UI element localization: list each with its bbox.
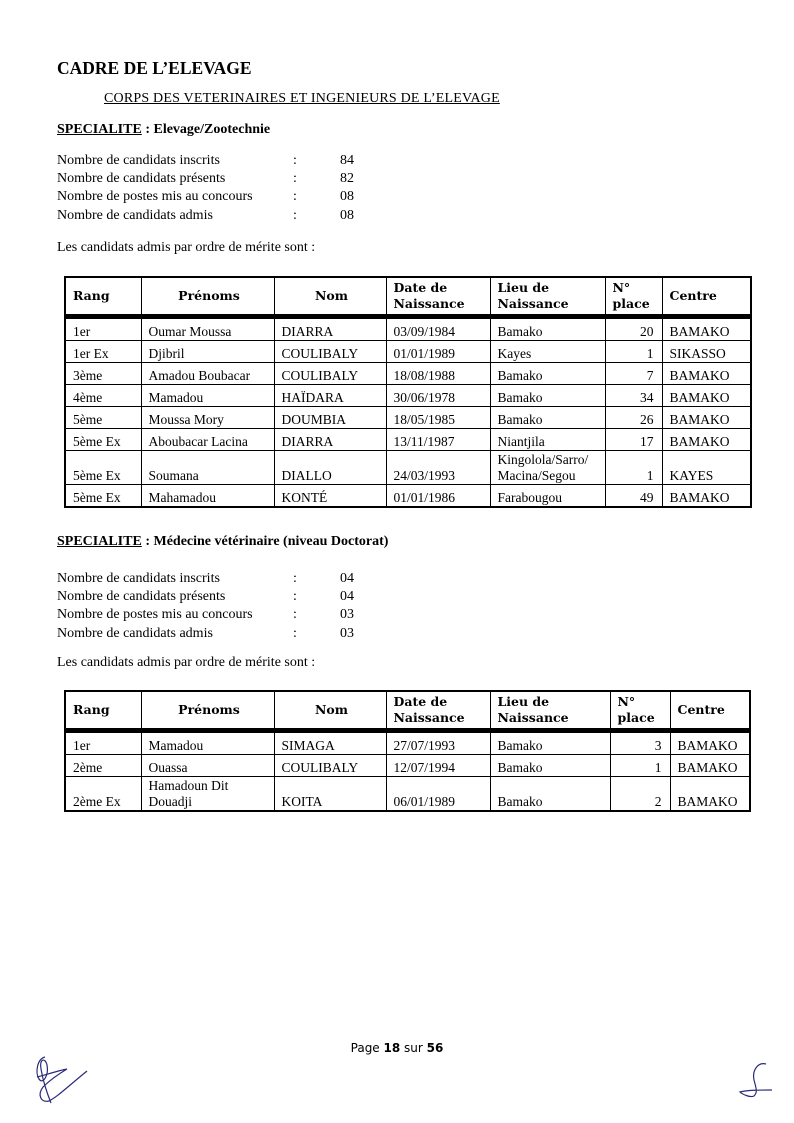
table-header-row (65, 277, 751, 317)
stat-sep: : (293, 153, 297, 168)
cell-centre: SIKASSO (662, 341, 751, 363)
cell-nom: DOUMBIA (274, 407, 386, 429)
cell-centre: BAMAKO (662, 407, 751, 429)
header-nom: Nom (274, 277, 386, 317)
stat-value: 08 (340, 207, 354, 223)
header-centre: Centre (662, 277, 751, 317)
cell-nom: SIMAGA (274, 731, 386, 755)
cell-lieu-naissance: Bamako (490, 407, 605, 429)
cell-rang: 5ème (65, 407, 141, 429)
cell-num-place: 20 (605, 317, 662, 341)
header-lieu-naissance: Lieu de Naissance (490, 691, 610, 731)
cell-rang: 5ème Ex (65, 429, 141, 451)
header-date-naissance: Date de Naissance (386, 691, 490, 731)
intro-text-2: Les candidats admis par ordre de mérite sont : (57, 655, 316, 670)
cell-lieu-naissance: Bamako (490, 317, 605, 341)
table-row (65, 429, 751, 451)
cell-num-place: 7 (605, 363, 662, 385)
stat-sep: : (293, 589, 297, 605)
cell-lieu-naissance: Niantjila (490, 429, 605, 451)
cell-nom: COULIBALY (274, 363, 386, 385)
cell-lieu-naissance: Bamako (490, 755, 610, 777)
cell-prenoms: Aboubacar Lacina (141, 429, 274, 451)
cell-nom: KONTÉ (274, 485, 386, 508)
stat-sep: : (293, 189, 297, 205)
cell-date-naissance: 24/03/1993 (386, 451, 490, 485)
stat-label: Nombre de candidats présents (57, 589, 226, 605)
results-table-1 (64, 276, 752, 508)
cell-num-place: 1 (610, 755, 670, 777)
cell-rang: 2ème Ex (65, 777, 141, 812)
cell-centre: BAMAKO (662, 485, 751, 508)
specialite-name: : Médecine vétérinaire (niveau Doctorat) (141, 534, 389, 549)
table-row (65, 363, 751, 385)
page-total: 56 (426, 1041, 444, 1055)
cell-prenoms: Djibril (141, 341, 274, 363)
stat-sep: : (293, 207, 297, 223)
cell-date-naissance: 27/07/1993 (386, 731, 490, 755)
stat-value: 04 (340, 589, 354, 605)
stat-value: 84 (340, 153, 354, 168)
cell-num-place: 34 (605, 385, 662, 407)
cell-date-naissance: 18/05/1985 (386, 407, 490, 429)
table-row (65, 341, 751, 363)
stat-label: Nombre de candidats inscrits (57, 153, 220, 168)
cell-num-place: 2 (610, 777, 670, 812)
cell-num-place: 1 (605, 341, 662, 363)
header-rang: Rang (65, 277, 141, 317)
stat-sep: : (293, 607, 297, 623)
cell-nom: DIARRA (274, 429, 386, 451)
cell-prenoms: Mamadou (141, 385, 274, 407)
cell-prenoms: Hamadoun Dit Douadji (141, 777, 274, 812)
cell-prenoms: Mamadou (141, 731, 274, 755)
cell-rang: 1er (65, 731, 141, 755)
cell-rang: 3ème (65, 363, 141, 385)
header-date-naissance: Date de Naissance (386, 277, 490, 317)
cell-date-naissance: 01/01/1986 (386, 485, 490, 508)
signature-left-stroke (37, 1057, 87, 1103)
cell-date-naissance: 13/11/1987 (386, 429, 490, 451)
header-num-place: N° place (605, 277, 662, 317)
document-subtitle: CORPS DES VETERINAIRES ET INGENIEURS DE L’ELEVAGE (104, 91, 500, 106)
stat-value: 03 (340, 607, 354, 623)
table-header-row (65, 691, 750, 731)
document-title: CADRE DE L’ELEVAGE (57, 58, 252, 78)
cell-num-place: 26 (605, 407, 662, 429)
cell-prenoms: Mahamadou (141, 485, 274, 508)
header-rang: Rang (65, 691, 141, 731)
cell-prenoms: Moussa Mory (141, 407, 274, 429)
header-prenoms: Prénoms (141, 277, 274, 317)
table-row (65, 317, 751, 341)
cell-lieu-naissance: Farabougou (490, 485, 605, 508)
page-sep: sur (400, 1041, 427, 1055)
stat-label: Nombre de postes mis au concours (57, 607, 253, 623)
cell-lieu-naissance: Bamako (490, 385, 605, 407)
cell-date-naissance: 18/08/1988 (386, 363, 490, 385)
cell-centre: BAMAKO (662, 429, 751, 451)
stat-sep: : (293, 171, 297, 187)
specialite-name: : Elevage/Zootechnie (141, 122, 271, 137)
table-row (65, 385, 751, 407)
stat-sep: : (293, 571, 297, 586)
cell-num-place: 1 (605, 451, 662, 485)
header-num-place: N° place (610, 691, 670, 731)
page-footer (0, 1041, 794, 1055)
cell-prenoms: Oumar Moussa (141, 317, 274, 341)
cell-date-naissance: 12/07/1994 (386, 755, 490, 777)
cell-nom: KOITA (274, 777, 386, 812)
cell-prenoms: Soumana (141, 451, 274, 485)
stat-value: 04 (340, 571, 354, 586)
cell-nom: COULIBALY (274, 755, 386, 777)
table-row (65, 485, 751, 508)
cell-centre: BAMAKO (662, 385, 751, 407)
cell-rang: 5ème Ex (65, 485, 141, 508)
cell-rang: 4ème (65, 385, 141, 407)
header-lieu-naissance: Lieu de Naissance (490, 277, 605, 317)
cell-date-naissance: 06/01/1989 (386, 777, 490, 812)
stat-value: 08 (340, 189, 354, 205)
cell-nom: DIALLO (274, 451, 386, 485)
cell-lieu-naissance: Kayes (490, 341, 605, 363)
cell-num-place: 17 (605, 429, 662, 451)
signature-right-stroke (740, 1064, 772, 1097)
cell-lieu-naissance: Bamako (490, 777, 610, 812)
cell-date-naissance: 03/09/1984 (386, 317, 490, 341)
cell-centre: BAMAKO (670, 777, 750, 812)
stat-label: Nombre de candidats présents (57, 171, 226, 187)
specialite-label: SPECIALITE (57, 534, 142, 549)
stat-sep: : (293, 625, 297, 641)
table-body-2 (65, 731, 750, 812)
table-row (65, 755, 750, 777)
stat-value: 82 (340, 171, 354, 187)
cell-nom: DIARRA (274, 317, 386, 341)
table-body-1 (65, 317, 751, 508)
specialite-heading-1 (57, 122, 270, 138)
header-nom: Nom (274, 691, 386, 731)
cell-rang: 1er (65, 317, 141, 341)
table-row (65, 451, 751, 485)
cell-lieu-naissance: Bamako (490, 731, 610, 755)
stat-label: Nombre de candidats admis (57, 625, 213, 641)
stat-label: Nombre de postes mis au concours (57, 189, 253, 205)
cell-centre: BAMAKO (670, 731, 750, 755)
cell-centre: KAYES (662, 451, 751, 485)
cell-lieu-naissance: Kingolola/Sarro/ Macina/Segou (490, 451, 605, 485)
stat-label: Nombre de candidats admis (57, 207, 213, 223)
cell-nom: COULIBALY (274, 341, 386, 363)
specialite-label: SPECIALITE (57, 122, 142, 137)
results-table-2 (64, 690, 751, 812)
cell-rang: 2ème (65, 755, 141, 777)
cell-num-place: 3 (610, 731, 670, 755)
table-row (65, 777, 750, 812)
cell-prenoms: Amadou Boubacar (141, 363, 274, 385)
cell-num-place: 49 (605, 485, 662, 508)
cell-prenoms: Ouassa (141, 755, 274, 777)
cell-lieu-naissance: Bamako (490, 363, 605, 385)
cell-rang: 1er Ex (65, 341, 141, 363)
stat-value: 03 (340, 625, 354, 641)
signature-right-icon (732, 1058, 777, 1103)
signature-left-icon (25, 1045, 95, 1115)
page-prefix: Page (350, 1041, 384, 1055)
cell-centre: BAMAKO (662, 317, 751, 341)
cell-date-naissance: 01/01/1989 (386, 341, 490, 363)
cell-nom: HAÏDARA (274, 385, 386, 407)
stat-label: Nombre de candidats inscrits (57, 571, 220, 586)
cell-date-naissance: 30/06/1978 (386, 385, 490, 407)
page-number: 18 (383, 1041, 401, 1055)
specialite-heading-2 (57, 534, 388, 550)
intro-text-1: Les candidats admis par ordre de mérite sont : (57, 240, 316, 255)
cell-rang: 5ème Ex (65, 451, 141, 485)
cell-centre: BAMAKO (662, 363, 751, 385)
header-prenoms: Prénoms (141, 691, 274, 731)
header-centre: Centre (670, 691, 750, 731)
table-row (65, 407, 751, 429)
cell-centre: BAMAKO (670, 755, 750, 777)
table-row (65, 731, 750, 755)
